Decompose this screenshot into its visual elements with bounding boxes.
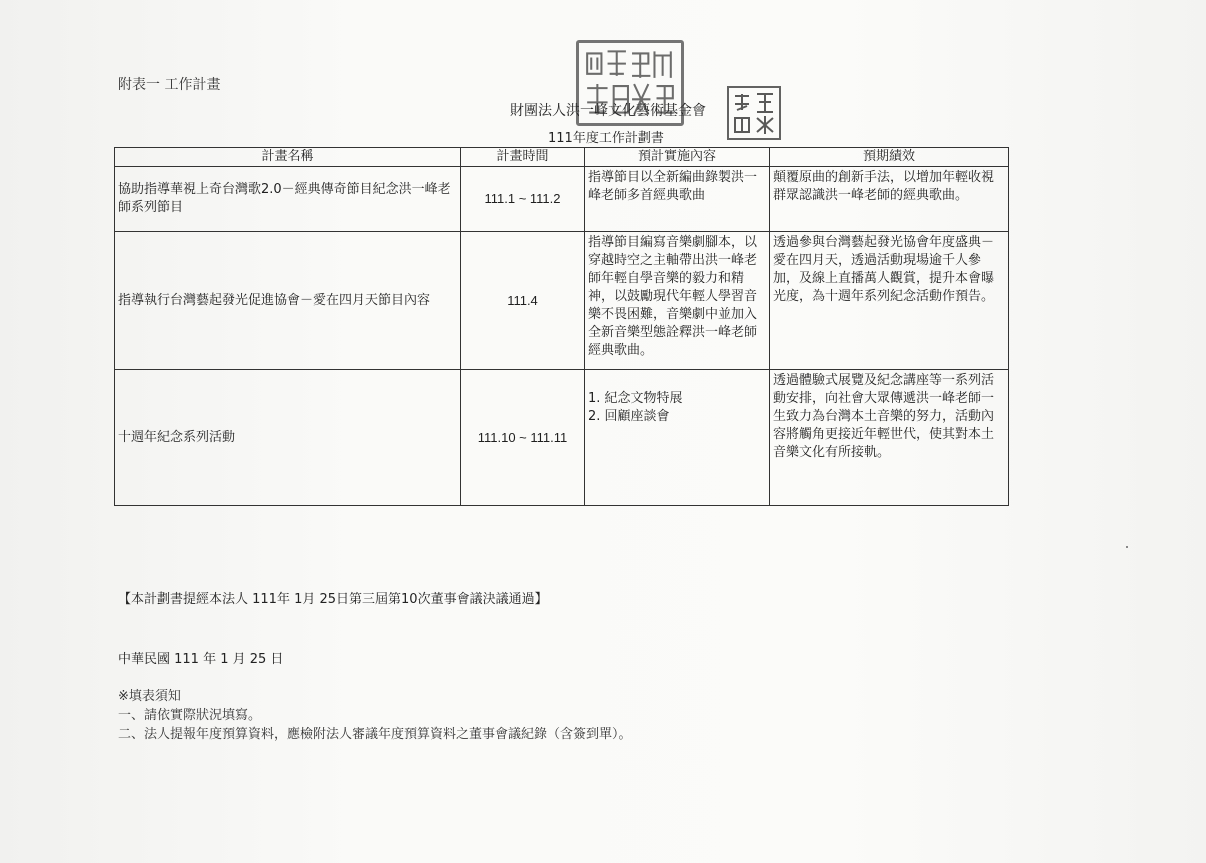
header-plan-content: 預計實施內容: [585, 148, 770, 167]
header-plan-performance: 預期績效: [770, 148, 1009, 167]
plan-time-cell: 111.10 ~ 111.11: [461, 370, 585, 506]
document-title: 財團法人洪一峰文化藝術基金會: [510, 103, 706, 119]
document-date: 中華民國 111 年 1 月 25 日: [118, 652, 284, 667]
plan-name-cell: 指導執行台灣藝起發光促進協會－愛在四月天節目內容: [115, 232, 461, 370]
content-list-item: 1. 紀念文物特展: [588, 391, 683, 406]
plan-content-cell: 指導節目以全新編曲錄製洪一峰老師多首經典歌曲: [585, 167, 770, 232]
plan-content-cell: [585, 370, 770, 506]
plan-performance-cell: 透過體驗式展覽及紀念講座等一系列活動安排，向社會大眾傳遞洪一峰老師一生致力為台灣本土音樂的努力，活動內容將觸角更接近年輕世代，使其對本土音樂文化有所接軌。: [770, 370, 1009, 506]
chairman-seal-graphic: [729, 88, 779, 138]
document-subtitle: 111年度工作計劃書: [548, 131, 664, 146]
chairman-seal: [727, 86, 781, 140]
content-list: [588, 390, 766, 426]
header-plan-name: 計畫名稱: [115, 148, 461, 167]
plan-performance-cell: 顛覆原曲的創新手法，以增加年輕收視群眾認識洪一峰老師的經典歌曲。: [770, 167, 1009, 232]
attachment-title: 附表一 工作計畫: [118, 77, 221, 93]
content-list-item: 2. 回顧座談會: [588, 409, 670, 424]
plan-name-cell: 協助指導華視上奇台灣歌2.0－經典傳奇節目紀念洪一峰老師系列節目: [115, 167, 461, 232]
instructions-title: ※填表須知: [118, 689, 181, 704]
plan-name-cell: 十週年紀念系列活動: [115, 370, 461, 506]
scan-speck: [1126, 546, 1128, 548]
table-header-row: [115, 148, 1009, 167]
header-plan-time: 計畫時間: [461, 148, 585, 167]
table-row: [115, 232, 1009, 370]
plan-time-cell: 111.1 ~ 111.2: [461, 167, 585, 232]
instruction-item: 二、法人提報年度預算資料，應檢附法人審議年度預算資料之董事會議紀錄（含簽到單）。: [118, 727, 632, 742]
work-plan-table: [114, 147, 1009, 506]
instructions: [118, 687, 632, 744]
table-row: [115, 167, 1009, 232]
plan-content-cell: 指導節目編寫音樂劇腳本，以穿越時空之主軸帶出洪一峰老師年輕自學音樂的毅力和精神，以鼓勵現代年輕人學習音樂不畏困難，音樂劇中並加入全新音樂型態詮釋洪一峰老師經典歌曲。: [585, 232, 770, 370]
approval-note: 【本計劃書提經本法人 111年 1月 25日第三屆第10次董事會議決議通過】: [118, 592, 548, 607]
table-row: [115, 370, 1009, 506]
instruction-item: 一、請依實際狀況填寫。: [118, 708, 262, 723]
plan-performance-cell: 透過參與台灣藝起發光協會年度盛典－愛在四月天，透過活動現場逾千人參加，及線上直播萬人觀賞，提升本會曝光度，為十週年系列紀念活動作預告。: [770, 232, 1009, 370]
plan-time-cell: 111.4: [461, 232, 585, 370]
